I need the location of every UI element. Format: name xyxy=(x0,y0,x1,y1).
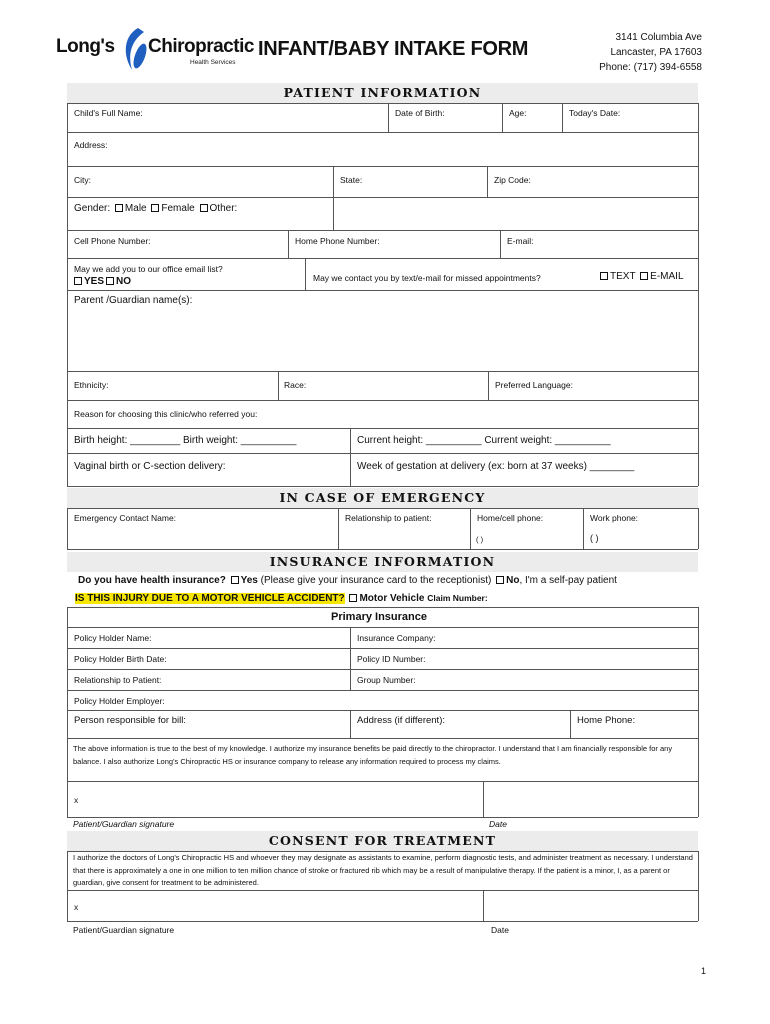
insurance-question xyxy=(78,575,617,586)
language-label: Preferred Language: xyxy=(495,380,573,390)
motor-vehicle-checkbox[interactable] xyxy=(349,594,357,602)
group-number-label: Group Number: xyxy=(357,675,416,685)
zip-label: Zip Code: xyxy=(494,175,531,185)
text-label: TEXT xyxy=(610,271,636,282)
other-label: Other: xyxy=(209,203,238,214)
insurance-no-note: , I'm a self-pay patient xyxy=(519,575,617,586)
email-opt-label: E-MAIL xyxy=(650,271,684,282)
gestation-label: Week of gestation at delivery (ex: born at 37 weeks) ________ xyxy=(357,461,635,472)
text-checkbox[interactable] xyxy=(600,272,608,280)
yes-checkbox[interactable] xyxy=(74,277,82,285)
cell-phone-label: Cell Phone Number: xyxy=(74,236,151,246)
yes-label: YES xyxy=(84,276,105,287)
race-label: Race: xyxy=(284,380,307,390)
clinic-logo xyxy=(56,26,254,72)
policy-holder-dob-label: Policy Holder Birth Date: xyxy=(74,654,167,664)
email-list-options xyxy=(72,276,131,287)
dob-label: Date of Birth: xyxy=(395,108,445,118)
email-label: E-mail: xyxy=(507,236,534,246)
insurance-company-label: Insurance Company: xyxy=(357,633,436,643)
motor-vehicle-row xyxy=(75,593,488,604)
home-cell-label: Home/cell phone: xyxy=(477,513,544,523)
policy-holder-name-label: Policy Holder Name: xyxy=(74,633,152,643)
gender-row xyxy=(74,203,237,214)
emergency-contact-label: Emergency Contact Name: xyxy=(74,513,177,523)
relationship-label: Relationship to patient: xyxy=(345,513,432,523)
insurance-no-label: No xyxy=(506,575,520,586)
emergency-heading: IN CASE OF EMERGENCY xyxy=(67,488,698,508)
insurance-no-checkbox[interactable] xyxy=(496,576,504,584)
consent-signature-label: Patient/Guardian signature xyxy=(73,925,175,935)
motor-vehicle-label: Motor Vehicle xyxy=(359,593,425,604)
email-list-question: May we add you to our office email list? xyxy=(74,264,223,274)
consent-text: I authorize the doctors of Long's Chiropractic HS and whoever they may designate as assistants to examine, perform diagnostic tests, and administer treatment as necessary. I understand that there is approximately a one in one million to ten million chance of stroke or fractured rib which may be a result of manipulative therapy. If the patient is a minor, I, as a parent or guardian, give consent for treatment to be administered. xyxy=(73,853,693,887)
work-phone-label: Work phone: xyxy=(590,513,639,523)
female-label: Female xyxy=(161,203,195,214)
email-checkbox[interactable] xyxy=(640,272,648,280)
insurance-yes-checkbox[interactable] xyxy=(231,576,239,584)
form-title: INFANT/BABY INTAKE FORM xyxy=(258,38,529,60)
clinic-phone: Phone: (717) 394-6558 xyxy=(599,62,702,73)
contact-text-question: May we contact you by text/e-mail for missed appointments? xyxy=(313,273,541,283)
current-height-weight-label: Current height: __________ Current weight: __________ xyxy=(357,435,611,446)
consent-heading: CONSENT FOR TREATMENT xyxy=(67,831,698,851)
insurance-yes-note: (Please give your insurance card to the receptionist) xyxy=(260,575,492,586)
logo-subtitle: Health Services xyxy=(190,59,236,66)
consent-signature-x: x xyxy=(74,902,79,912)
logo-chiropractic: Chiropractic xyxy=(148,36,254,57)
age-label: Age: xyxy=(509,108,527,118)
home-phone-label: Home Phone Number: xyxy=(295,236,380,246)
motor-vehicle-question: IS THIS INJURY DUE TO A MOTOR VEHICLE ACCIDENT? xyxy=(75,593,345,604)
todays-date-label: Today's Date: xyxy=(569,108,621,118)
claim-number-label: Claim Number: xyxy=(427,593,488,603)
birth-height-weight-label: Birth height: _________ Birth weight: __________ xyxy=(74,435,297,446)
female-checkbox[interactable] xyxy=(151,204,159,212)
guardian-label: Parent /Guardian name(s): xyxy=(74,295,193,306)
no-checkbox[interactable] xyxy=(106,277,114,285)
logo-name: Long's xyxy=(56,36,115,57)
page-number: 1 xyxy=(700,966,706,976)
work-phone-parens: ( ) xyxy=(590,533,599,543)
referral-label: Reason for choosing this clinic/who referred you: xyxy=(74,409,258,419)
insurance-question-text: Do you have health insurance? xyxy=(78,575,226,586)
no-label: NO xyxy=(116,276,132,287)
insurance-date-label: Date xyxy=(489,819,507,829)
male-checkbox[interactable] xyxy=(115,204,123,212)
address-line2: Lancaster, PA 17603 xyxy=(610,47,702,58)
city-label: City: xyxy=(74,175,91,185)
patient-info-heading: PATIENT INFORMATION xyxy=(67,83,698,103)
clinic-address xyxy=(599,30,702,75)
primary-insurance-heading: Primary Insurance xyxy=(331,611,427,623)
consent-date-label: Date xyxy=(491,925,509,935)
insurance-signature-label: Patient/Guardian signature xyxy=(73,819,175,829)
relationship-to-patient-label: Relationship to Patient: xyxy=(74,675,162,685)
responsible-label: Person responsible for bill: xyxy=(74,715,186,726)
ethnicity-label: Ethnicity: xyxy=(74,380,109,390)
home-phone-ins-label: Home Phone: xyxy=(577,715,636,726)
contact-options xyxy=(598,271,684,282)
employer-label: Policy Holder Employer: xyxy=(74,696,165,706)
delivery-label: Vaginal birth or C-section delivery: xyxy=(74,461,226,472)
other-checkbox[interactable] xyxy=(200,204,208,212)
gender-label: Gender: xyxy=(74,203,111,214)
child-name-label: Child's Full Name: xyxy=(74,108,143,118)
logo-swoosh-icon xyxy=(118,26,152,72)
address-different-label: Address (if different): xyxy=(357,715,446,726)
address-line1: 3141 Columbia Ave xyxy=(615,32,702,43)
policy-id-label: Policy ID Number: xyxy=(357,654,426,664)
state-label: State: xyxy=(340,175,363,185)
insurance-yes-label: Yes xyxy=(240,575,258,586)
insurance-heading: INSURANCE INFORMATION xyxy=(67,552,698,572)
home-cell-parens: ( ) xyxy=(476,535,484,544)
address-label: Address: xyxy=(74,140,108,150)
male-label: Male xyxy=(124,203,147,214)
insurance-signature-x: x xyxy=(74,795,79,805)
authorization-text: The above information is true to the best of my knowledge. I authorize my insurance benefits be paid directly to the chiropractor. I understand that I am financially responsible for any balance. I also authorize Long's Chiropractic HS or insurance company to release any information required to process my claims. xyxy=(73,744,673,766)
